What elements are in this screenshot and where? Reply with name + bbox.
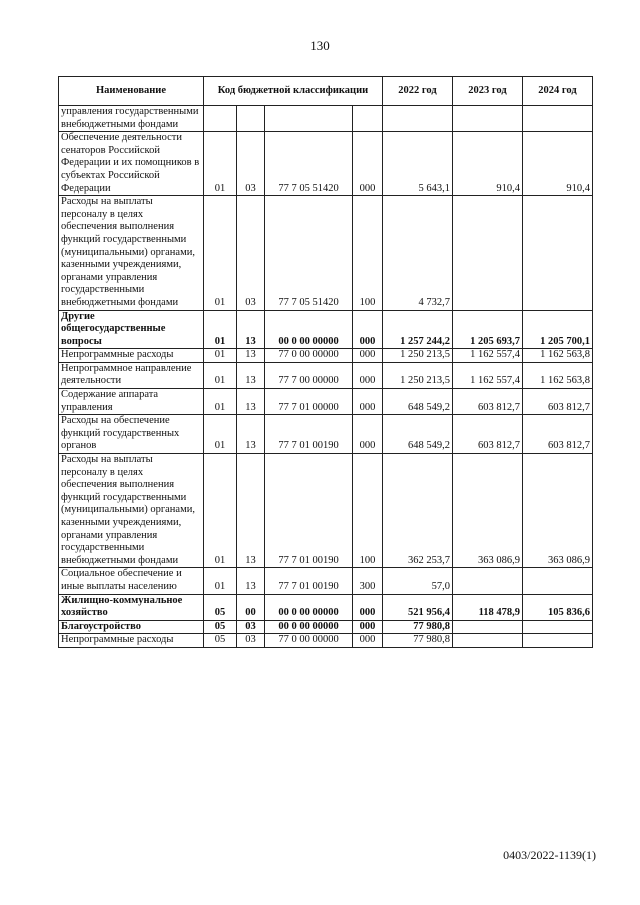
cell-2022: 57,0 (383, 568, 453, 594)
cell-2022: 521 956,4 (383, 594, 453, 620)
cell-2024 (523, 568, 593, 594)
table-row (59, 634, 593, 648)
header-2024: 2024 год (523, 77, 593, 106)
cell-2023 (453, 620, 523, 634)
table-row (59, 349, 593, 363)
cell-2022: 77 980,8 (383, 634, 453, 648)
cell-2023: 118 478,9 (453, 594, 523, 620)
cell-expense-type: 000 (353, 634, 383, 648)
table-row (59, 132, 593, 196)
table-row (59, 620, 593, 634)
cell-2023: 910,4 (453, 132, 523, 196)
cell-section: 01 (204, 196, 237, 310)
header-name: Наименование (59, 77, 204, 106)
cell-2023 (453, 196, 523, 310)
header-2023: 2023 год (453, 77, 523, 106)
cell-2023: 603 812,7 (453, 415, 523, 454)
cell-name: управления государственными внебюджетными фондами (59, 106, 204, 132)
cell-target-article: 77 7 05 51420 (265, 132, 353, 196)
cell-expense-type: 000 (353, 362, 383, 388)
cell-2022: 1 257 244,2 (383, 310, 453, 349)
table-row (59, 594, 593, 620)
cell-target-article (265, 106, 353, 132)
cell-2023: 1 162 557,4 (453, 362, 523, 388)
cell-2022 (383, 106, 453, 132)
cell-2024: 105 836,6 (523, 594, 593, 620)
table-row (59, 310, 593, 349)
cell-2022: 648 549,2 (383, 389, 453, 415)
cell-2023: 603 812,7 (453, 389, 523, 415)
cell-expense-type: 000 (353, 132, 383, 196)
cell-section: 01 (204, 310, 237, 349)
cell-section: 01 (204, 415, 237, 454)
cell-2023 (453, 568, 523, 594)
budget-table (58, 76, 593, 648)
cell-2024: 363 086,9 (523, 454, 593, 568)
cell-expense-type: 000 (353, 310, 383, 349)
cell-section (204, 106, 237, 132)
cell-subsection: 00 (237, 594, 265, 620)
cell-section: 01 (204, 389, 237, 415)
cell-2024: 910,4 (523, 132, 593, 196)
cell-subsection: 13 (237, 310, 265, 349)
cell-2023: 363 086,9 (453, 454, 523, 568)
cell-subsection: 03 (237, 132, 265, 196)
cell-2024: 1 162 563,8 (523, 362, 593, 388)
cell-2024 (523, 634, 593, 648)
cell-expense-type: 000 (353, 594, 383, 620)
cell-target-article: 00 0 00 00000 (265, 620, 353, 634)
cell-target-article: 77 7 01 00190 (265, 454, 353, 568)
cell-2024 (523, 620, 593, 634)
cell-name: Непрограммные расходы (59, 349, 204, 363)
cell-2022: 362 253,7 (383, 454, 453, 568)
cell-2024: 603 812,7 (523, 415, 593, 454)
cell-2022: 648 549,2 (383, 415, 453, 454)
cell-2023 (453, 634, 523, 648)
cell-2024: 1 162 563,8 (523, 349, 593, 363)
cell-name: Социальное обеспечение и иные выплаты населению (59, 568, 204, 594)
cell-2023: 1 205 693,7 (453, 310, 523, 349)
cell-expense-type: 300 (353, 568, 383, 594)
cell-expense-type: 100 (353, 196, 383, 310)
cell-2024 (523, 106, 593, 132)
cell-section: 05 (204, 594, 237, 620)
table-row (59, 389, 593, 415)
cell-target-article: 77 7 01 00000 (265, 389, 353, 415)
header-code: Код бюджетной классификации (204, 77, 383, 106)
cell-subsection: 03 (237, 634, 265, 648)
header-2022: 2022 год (383, 77, 453, 106)
cell-subsection (237, 106, 265, 132)
cell-section: 01 (204, 349, 237, 363)
cell-2024: 1 205 700,1 (523, 310, 593, 349)
cell-target-article: 00 0 00 00000 (265, 310, 353, 349)
cell-section: 01 (204, 454, 237, 568)
cell-expense-type (353, 106, 383, 132)
document-code: 0403/2022-1139(1) (503, 848, 596, 862)
cell-subsection: 13 (237, 454, 265, 568)
cell-2023 (453, 106, 523, 132)
cell-name: Расходы на выплаты персоналу в целях обеспечения выполнения функций государственными (муниципальными) органами, казенными учреждениями, органами управления государственными внебюджетными фондами (59, 196, 204, 310)
cell-target-article: 77 7 05 51420 (265, 196, 353, 310)
cell-subsection: 13 (237, 389, 265, 415)
cell-target-article: 77 7 00 00000 (265, 362, 353, 388)
cell-target-article: 77 7 01 00190 (265, 568, 353, 594)
cell-section: 01 (204, 568, 237, 594)
cell-2024 (523, 196, 593, 310)
table-row (59, 415, 593, 454)
table-row (59, 362, 593, 388)
page-number: 130 (310, 38, 330, 53)
header-row (59, 77, 593, 106)
cell-target-article: 77 0 00 00000 (265, 634, 353, 648)
cell-section: 01 (204, 132, 237, 196)
cell-2022: 5 643,1 (383, 132, 453, 196)
cell-subsection: 13 (237, 362, 265, 388)
table-row (59, 454, 593, 568)
cell-2024: 603 812,7 (523, 389, 593, 415)
cell-target-article: 77 7 01 00190 (265, 415, 353, 454)
cell-name: Непрограммные расходы (59, 634, 204, 648)
cell-name: Жилищно-коммунальное хозяйство (59, 594, 204, 620)
cell-section: 05 (204, 620, 237, 634)
cell-2022: 1 250 213,5 (383, 362, 453, 388)
cell-2022: 4 732,7 (383, 196, 453, 310)
cell-expense-type: 000 (353, 349, 383, 363)
cell-expense-type: 000 (353, 389, 383, 415)
table-row (59, 568, 593, 594)
table-row (59, 106, 593, 132)
cell-name: Благоустройство (59, 620, 204, 634)
cell-target-article: 00 0 00 00000 (265, 594, 353, 620)
cell-expense-type: 000 (353, 620, 383, 634)
cell-name: Обеспечение деятельности сенаторов Российской Федерации и их помощников в субъектах Российской Федерации (59, 132, 204, 196)
cell-subsection: 03 (237, 196, 265, 310)
cell-2022: 1 250 213,5 (383, 349, 453, 363)
cell-subsection: 13 (237, 568, 265, 594)
cell-section: 05 (204, 634, 237, 648)
cell-expense-type: 100 (353, 454, 383, 568)
cell-name: Непрограммное направление деятельности (59, 362, 204, 388)
cell-subsection: 13 (237, 415, 265, 454)
cell-name: Расходы на обеспечение функций государственных органов (59, 415, 204, 454)
table-row (59, 196, 593, 310)
cell-subsection: 13 (237, 349, 265, 363)
cell-subsection: 03 (237, 620, 265, 634)
cell-name: Расходы на выплаты персоналу в целях обеспечения выполнения функций государственными (муниципальными) органами, казенными учреждениями, органами управления государственными внебюджетными фондами (59, 454, 204, 568)
cell-name: Содержание аппарата управления (59, 389, 204, 415)
cell-name: Другие общегосударственные вопросы (59, 310, 204, 349)
cell-2022: 77 980,8 (383, 620, 453, 634)
cell-2023: 1 162 557,4 (453, 349, 523, 363)
cell-expense-type: 000 (353, 415, 383, 454)
cell-section: 01 (204, 362, 237, 388)
cell-target-article: 77 0 00 00000 (265, 349, 353, 363)
